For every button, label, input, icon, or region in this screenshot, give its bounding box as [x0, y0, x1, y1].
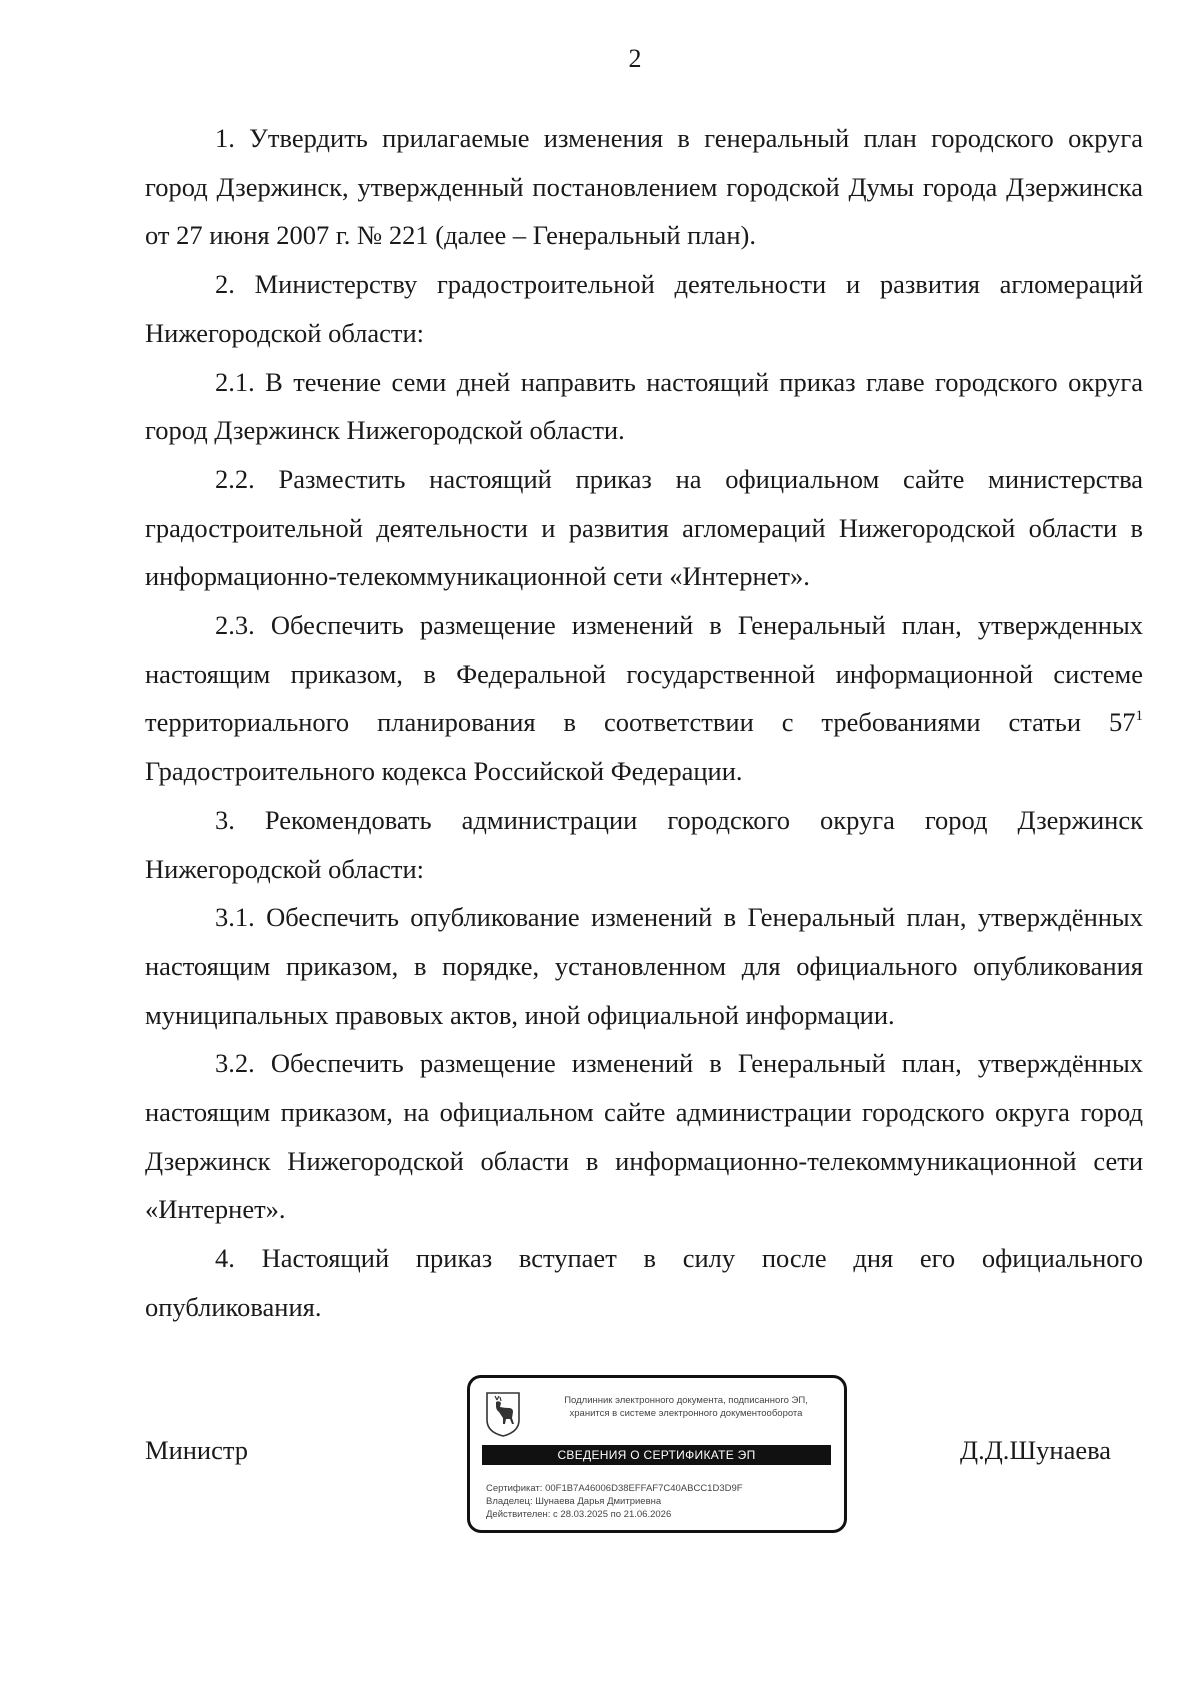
stamp-note-line-2: хранится в системе электронного документооборота — [569, 1408, 803, 1419]
stamp-note-line-1: Подлинник электронного документа, подписанного ЭП, — [564, 1395, 808, 1406]
signer-name: Д.Д.Шунаева — [960, 1435, 1112, 1465]
paragraph-3-2: 3.2. Обеспечить размещение изменений в Генеральный план, утверждённых настоящим приказом, на официальном сайте администрации городского округа город Дзержинск Нижегородской области в информационно-телекоммуникационной сети «Интернет». — [145, 1048, 1143, 1225]
stamp-note — [536, 1394, 836, 1420]
page-number: 2 — [628, 44, 642, 73]
paragraph-2-2: 2.2. Разместить настоящий приказ на официальном сайте министерства градостроительной деятельности и развития агломераций Нижегородской области в информационно-телекоммуникационной сети «Интернет». — [145, 463, 1143, 592]
document-body — [145, 114, 1143, 1332]
paragraph-3: 3. Рекомендовать администрации городского округа город Дзержинск Нижегородской области: — [145, 804, 1143, 884]
certificate-owner: Владелец: Шунаева Дарья Дмитриевна — [486, 1496, 662, 1507]
signer-position: Министр — [145, 1435, 249, 1465]
certificate-details — [486, 1482, 836, 1521]
paragraph-1: 1. Утвердить прилагаемые изменения в генеральный план городского округа город Дзержинск, утвержденный постановлением городской Думы города Дзержинска от 27 июня 2007 г. № 221 (далее – Генеральный план). — [145, 123, 1143, 251]
deer-coat-of-arms-icon — [484, 1390, 522, 1438]
paragraph-3-1: 3.1. Обеспечить опубликование изменений в Генеральный план, утверждённых настоящим приказом, в порядке, установленном для официального опубликования муниципальных правовых актов, иной официальной информации. — [145, 902, 1143, 1030]
paragraph-2: 2. Министерству градостроительной деятельности и развития агломераций Нижегородской области: — [145, 269, 1143, 348]
paragraph-2-3 — [145, 601, 1143, 796]
certificate-validity: Действителен: с 28.03.2025 по 21.06.2026 — [486, 1509, 672, 1520]
paragraph-2-1: 2.1. В течение семи дней направить настоящий приказ главе городского округа город Дзержинск Нижегородской области. — [145, 366, 1143, 446]
paragraph-2-3-tail: Градостроительного кодекса Российской Федерации. — [145, 756, 743, 787]
electronic-signature-stamp — [467, 1375, 847, 1533]
certificate-number: Сертификат: 00F1B7A46006D38EFFAF7C40ABCC1D3D9F — [486, 1483, 743, 1494]
paragraph-2-3-text: 2.3. Обеспечить размещение изменений в Генеральный план, утвержденных настоящим приказом, в Федеральной государственной информационной системе территориального планирования в соответствии с требованиями статьи 57 — [145, 610, 1143, 738]
article-superscript: 1 — [1135, 708, 1143, 725]
certificate-banner: СВЕДЕНИЯ О СЕРТИФИКАТЕ ЭП — [482, 1445, 831, 1465]
paragraph-4: 4. Настоящий приказ вступает в силу после дня его официального опубликования. — [145, 1243, 1143, 1322]
